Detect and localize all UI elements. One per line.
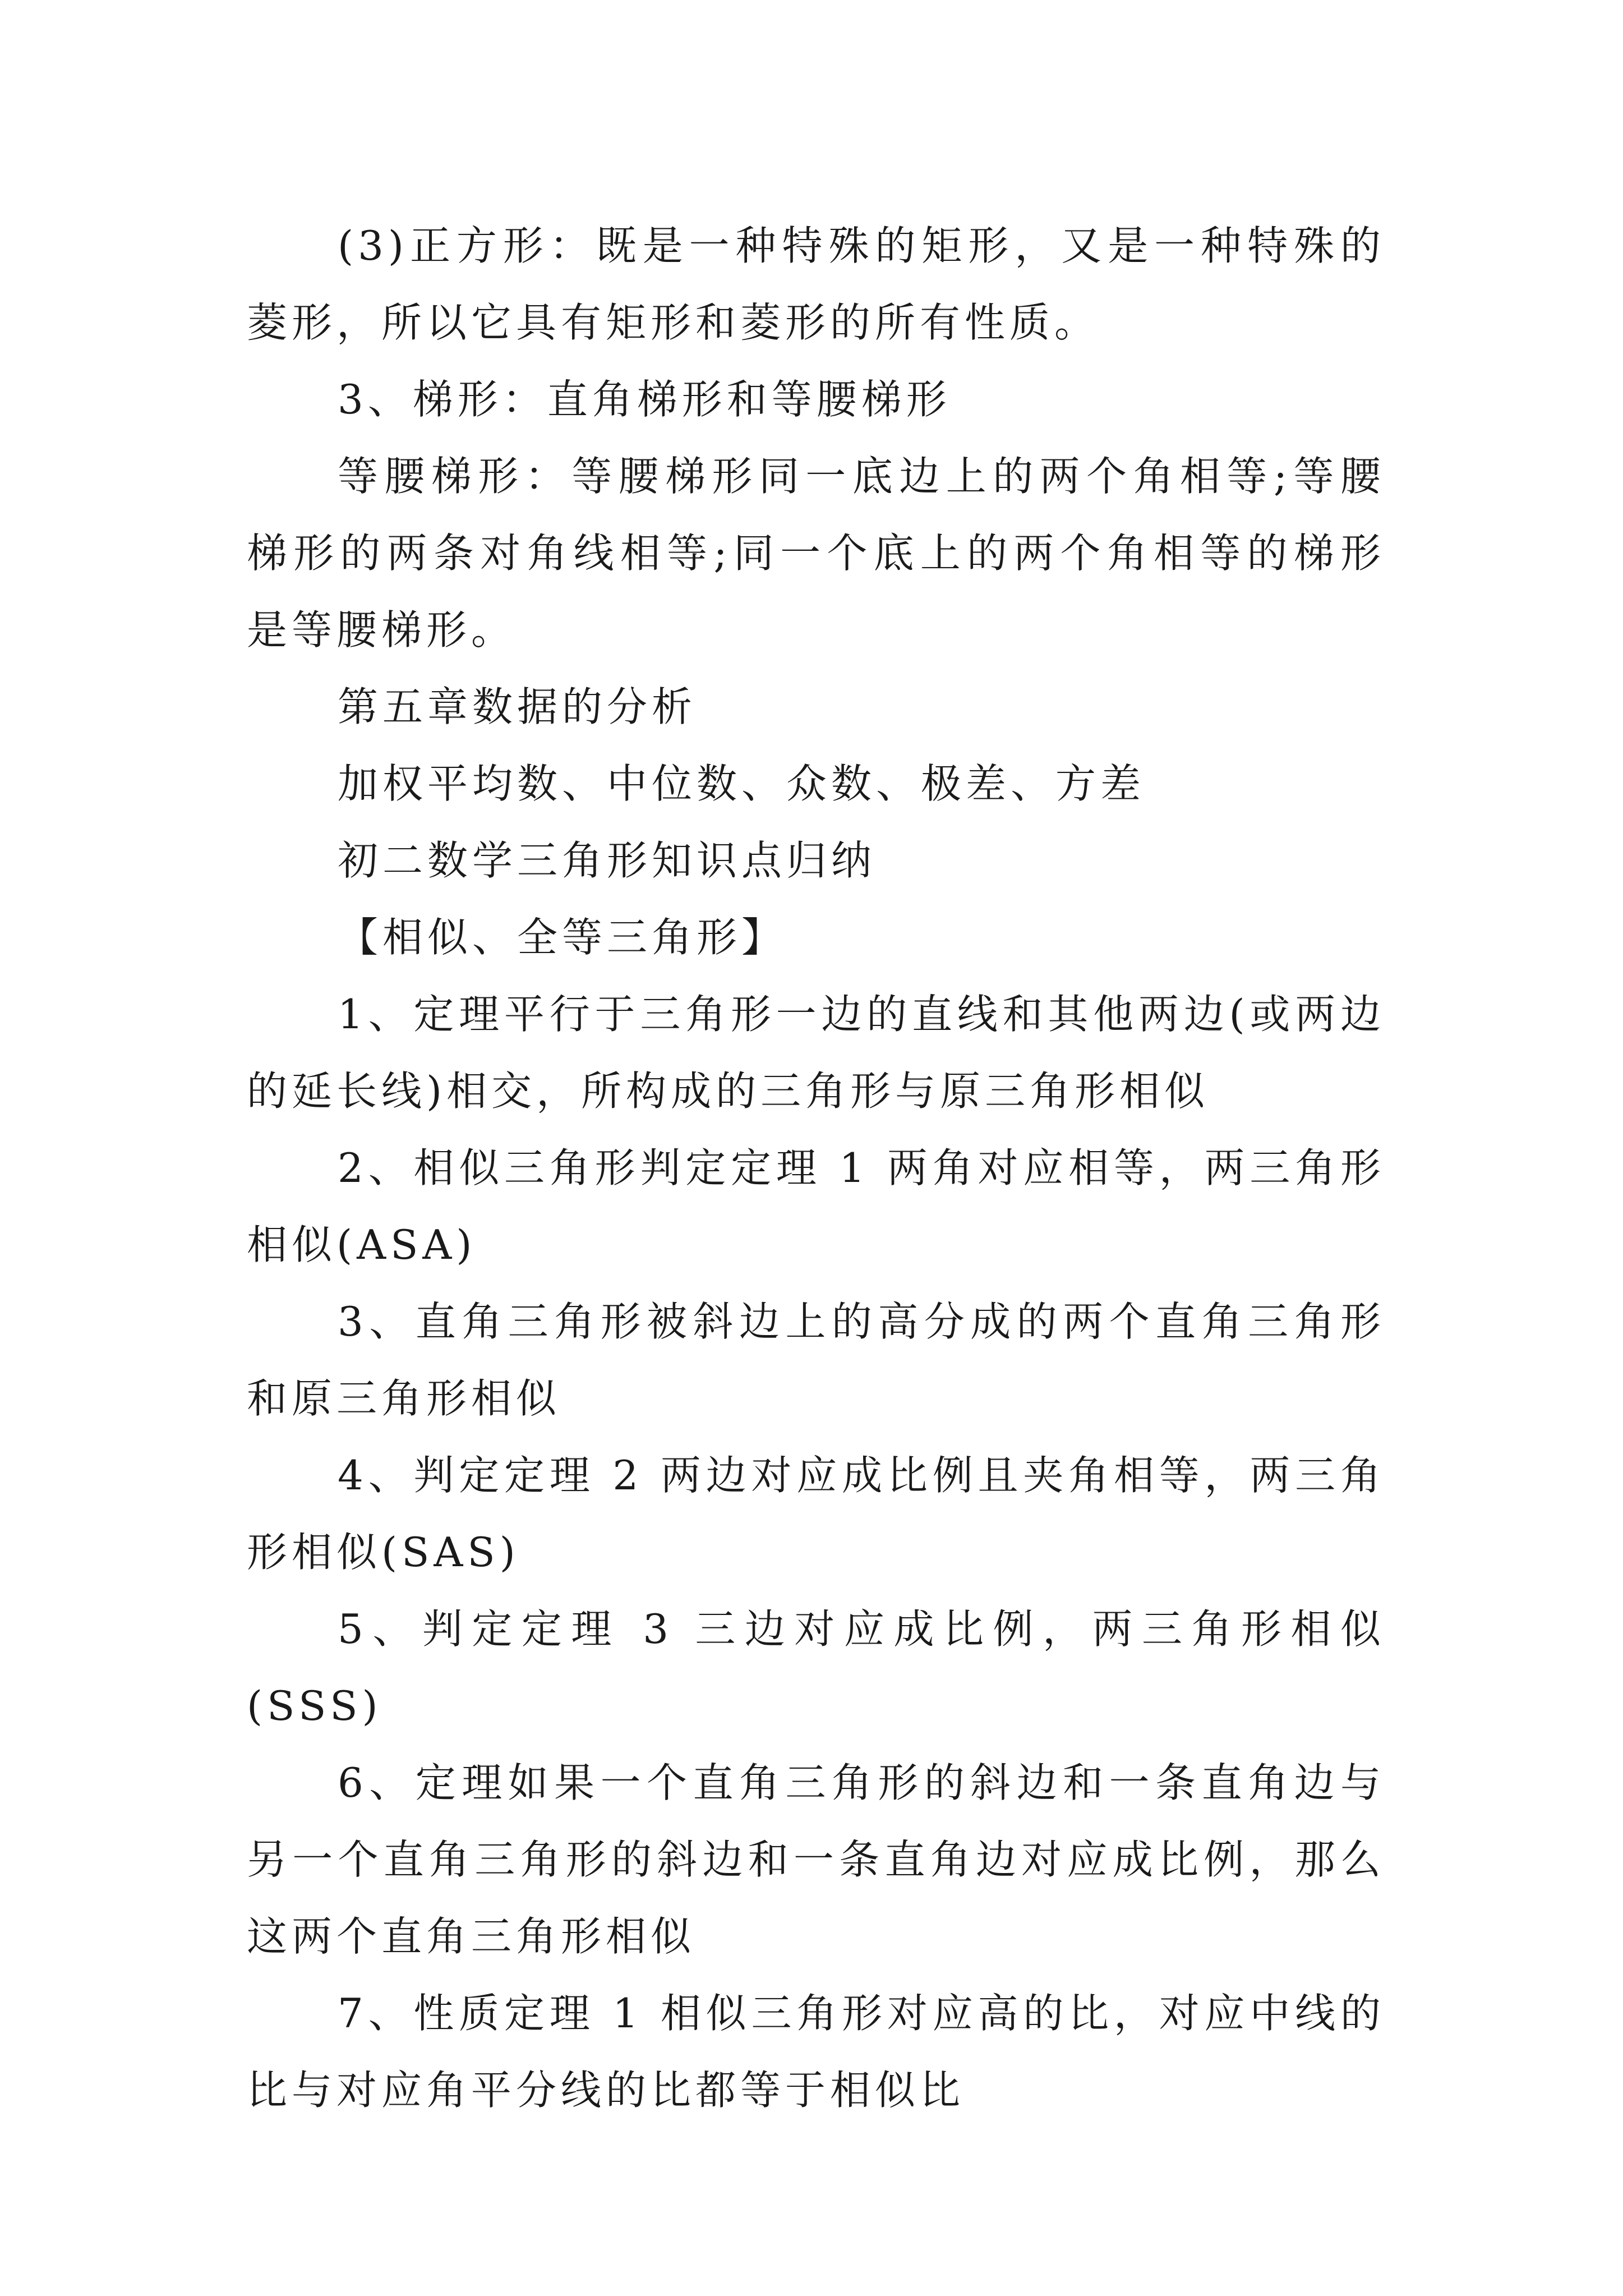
paragraph-statistics-terms: 加权平均数、中位数、众数、极差、方差 (338, 760, 1146, 807)
paragraph-theorem-7: 7、性质定理 1 相似三角形对应高的比，对应中线的比与对应角平分线的比都等于相似比 (247, 1990, 1385, 2114)
paragraph-trapezoid-heading: 3、梯形：直角梯形和等腰梯形 (338, 376, 951, 423)
document-body (247, 208, 1385, 2129)
paragraph-theorem-2: 2、相似三角形判定定理 1 两角对应相等，两三角形相似(ASA) (247, 1144, 1385, 1268)
paragraph-triangle-summary-title: 初二数学三角形知识点归纳 (338, 837, 877, 884)
paragraph-theorem-4: 4、判定定理 2 两边对应成比例且夹角相等，两三角形相似(SAS) (247, 1452, 1385, 1576)
paragraph-theorem-1: 1、定理平行于三角形一边的直线和其他两边(或两边的延长线)相交，所构成的三角形与原三角形相似 (247, 991, 1385, 1115)
paragraph-square: (3)正方形：既是一种特殊的矩形，又是一种特殊的菱形，所以它具有矩形和菱形的所有性质。 (247, 222, 1385, 346)
paragraph-theorem-6: 6、定理如果一个直角三角形的斜边和一条直角边与另一个直角三角形的斜边和一条直角边对应成比例，那么这两个直角三角形相似 (247, 1759, 1385, 1960)
paragraph-similar-congruent-heading: 【相似、全等三角形】 (338, 914, 787, 961)
paragraph-chapter-five: 第五章数据的分析 (338, 683, 697, 730)
paragraph-isosceles-trapezoid: 等腰梯形：等腰梯形同一底边上的两个角相等;等腰梯形的两条对角线相等;同一个底上的两个角相等的梯形是等腰梯形。 (247, 453, 1385, 654)
paragraph-theorem-5: 5、判定定理 3 三边对应成比例，两三角形相似(SSS) (247, 1605, 1385, 1729)
paragraph-theorem-3: 3、直角三角形被斜边上的高分成的两个直角三角形和原三角形相似 (247, 1298, 1385, 1422)
